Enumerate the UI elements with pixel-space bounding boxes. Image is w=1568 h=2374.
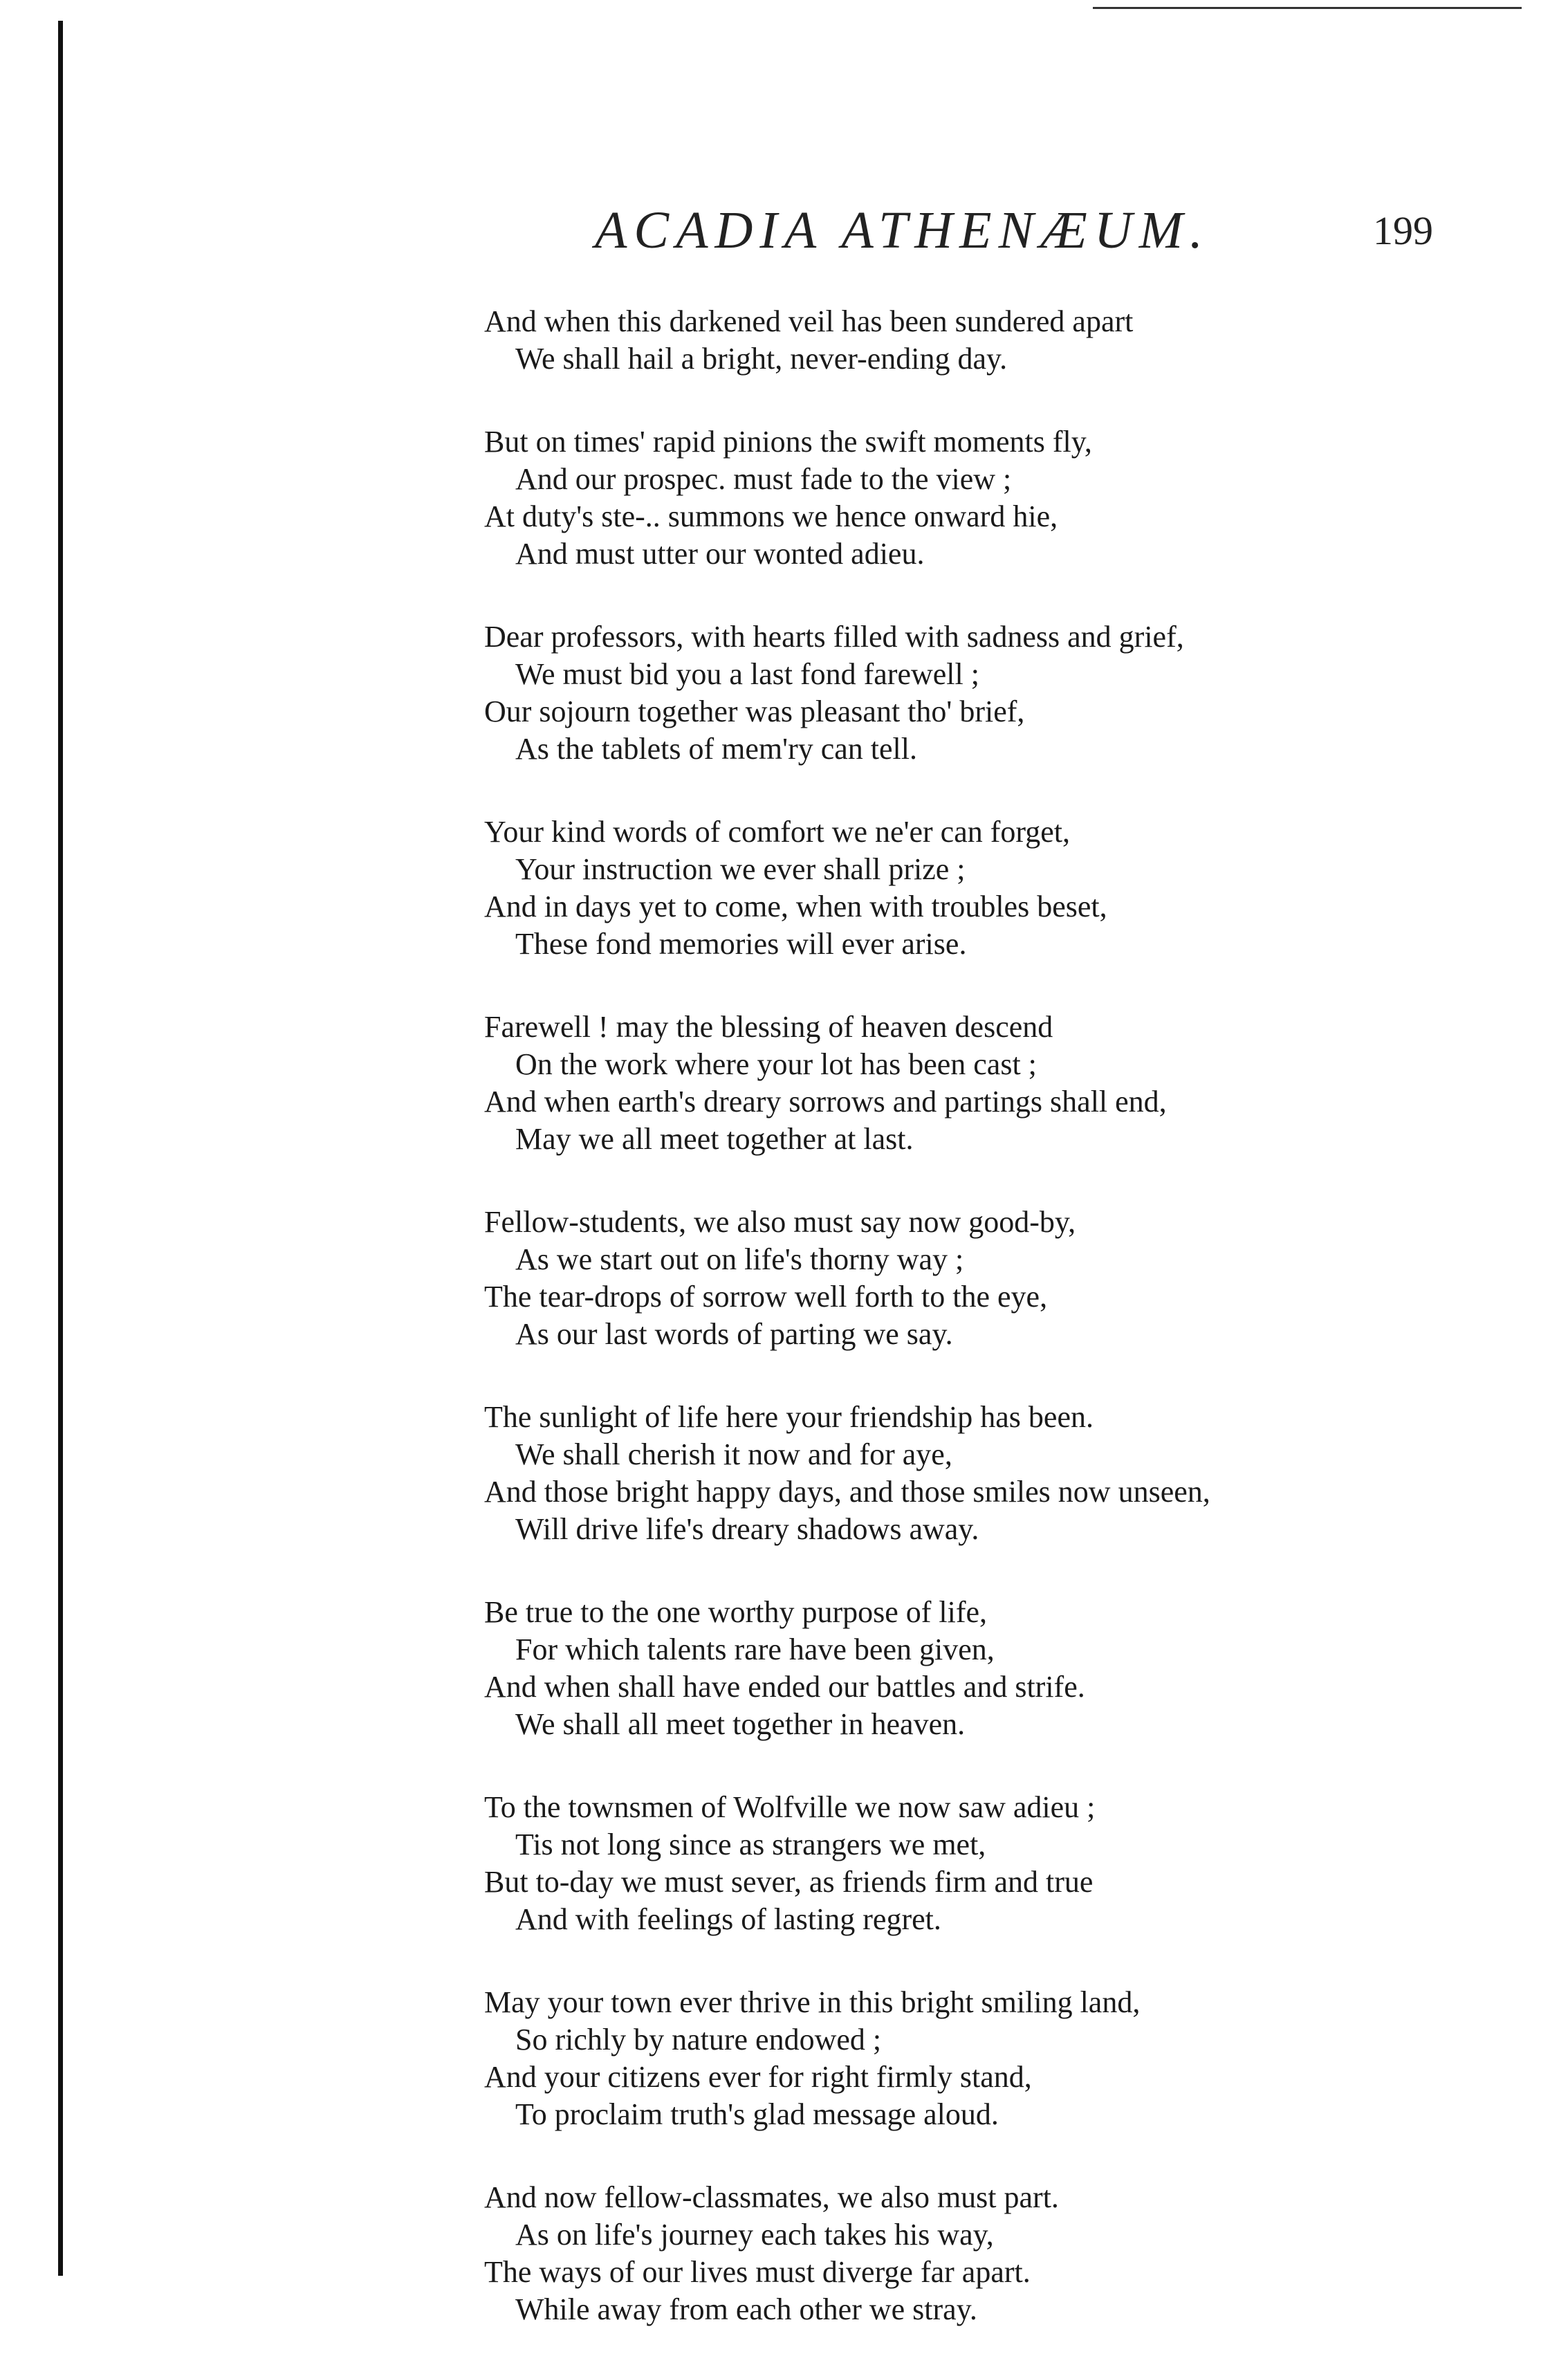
poem-line: To proclaim truth's glad message aloud. [515, 2097, 999, 2131]
binding-shadow [58, 21, 63, 2276]
poem-line: And our prospec. must fade to the view ; [515, 462, 1012, 496]
poem-line: May we all meet together at last. [515, 1122, 914, 1156]
poem-line: Your instruction we ever shall prize ; [515, 852, 966, 886]
stanza [484, 1204, 1494, 1353]
poem-line: The ways of our lives must diverge far apart. [484, 2255, 1031, 2289]
poem-line: As we start out on life's thorny way ; [515, 1242, 964, 1276]
poem-line: As our last words of parting we say. [515, 1317, 953, 1351]
stanza [484, 1009, 1494, 1158]
poem-line: These fond memories will ever arise. [515, 927, 967, 961]
journal-title: ACADIA ATHENÆUM. [595, 201, 1210, 259]
stanza [484, 618, 1494, 768]
stanza [484, 303, 1494, 378]
poem-line: Will drive life's dreary shadows away. [515, 1512, 979, 1546]
poem-line: On the work where your lot has been cast ; [515, 1047, 1037, 1081]
poem-line: And must utter our wonted adieu. [515, 537, 925, 571]
poem-line: The sunlight of life here your friendship has been. [484, 1400, 1094, 1434]
poem-line: As on life's journey each takes his way, [515, 2218, 994, 2252]
poem-line: And your citizens ever for right firmly stand, [484, 2060, 1032, 2094]
poem-line: And when this darkened veil has been sundered apart [484, 304, 1134, 338]
poem-line: At duty's ste-.. summons we hence onward hie, [484, 499, 1058, 533]
poem-line: Be true to the one worthy purpose of life, [484, 1595, 988, 1629]
poem-line: But to-day we must sever, as friends firm and true [484, 1865, 1094, 1899]
stanza [484, 423, 1494, 573]
poem-line: Our sojourn together was pleasant tho' brief, [484, 694, 1025, 728]
poem-line: As the tablets of mem'ry can tell. [515, 732, 917, 766]
poem-line: We shall all meet together in heaven. [515, 1707, 966, 1741]
poem-line: May your town ever thrive in this bright smiling land, [484, 1985, 1141, 2019]
poem-line: Fellow-students, we also must say now good-by, [484, 1205, 1076, 1239]
poem-line: While away from each other we stray. [515, 2292, 977, 2326]
poem-line: And now fellow-classmates, we also must part. [484, 2180, 1059, 2214]
poem-line: And in days yet to come, when with troubles beset, [484, 890, 1107, 923]
poem-line: To the townsmen of Wolfville we now saw adieu ; [484, 1790, 1096, 1824]
stanza [484, 1984, 1494, 2133]
poem-line: Your kind words of comfort we ne'er can forget, [484, 815, 1070, 849]
poem [484, 303, 1494, 2374]
poem-line: And when earth's dreary sorrows and partings shall end, [484, 1085, 1167, 1119]
top-rule [1093, 7, 1522, 9]
page-binding-edge [47, 21, 71, 2276]
poem-line: But on times' rapid pinions the swift moments fly, [484, 425, 1092, 459]
poem-line: Farewell ! may the blessing of heaven descend [484, 1010, 1053, 1044]
poem-line: We shall hail a bright, never-ending day. [515, 342, 1008, 376]
page-number: 199 [1373, 208, 1433, 253]
poem-line: The tear-drops of sorrow well forth to the eye, [484, 1280, 1048, 1314]
poem-line: Dear professors, with hearts filled with sadness and grief, [484, 620, 1184, 654]
poem-line: We must bid you a last fond farewell ; [515, 657, 979, 691]
stanza [484, 813, 1494, 963]
poem-line: For which talents rare have been given, [515, 1632, 995, 1666]
stanza [484, 1789, 1494, 1938]
poem-line: So richly by nature endowed ; [515, 2023, 882, 2056]
stanza [484, 1594, 1494, 1743]
poem-line: And with feelings of lasting regret. [515, 1902, 941, 1936]
stanza [484, 2179, 1494, 2328]
poem-line: Tis not long since as strangers we met, [515, 1828, 986, 1861]
poem-line: We shall cherish it now and for aye, [515, 1437, 952, 1471]
poem-line: And when shall have ended our battles and strife. [484, 1670, 1085, 1704]
poem-line: And those bright happy days, and those smiles now unseen, [484, 1475, 1210, 1509]
page-header [0, 201, 1568, 284]
stanza [484, 1399, 1494, 1548]
